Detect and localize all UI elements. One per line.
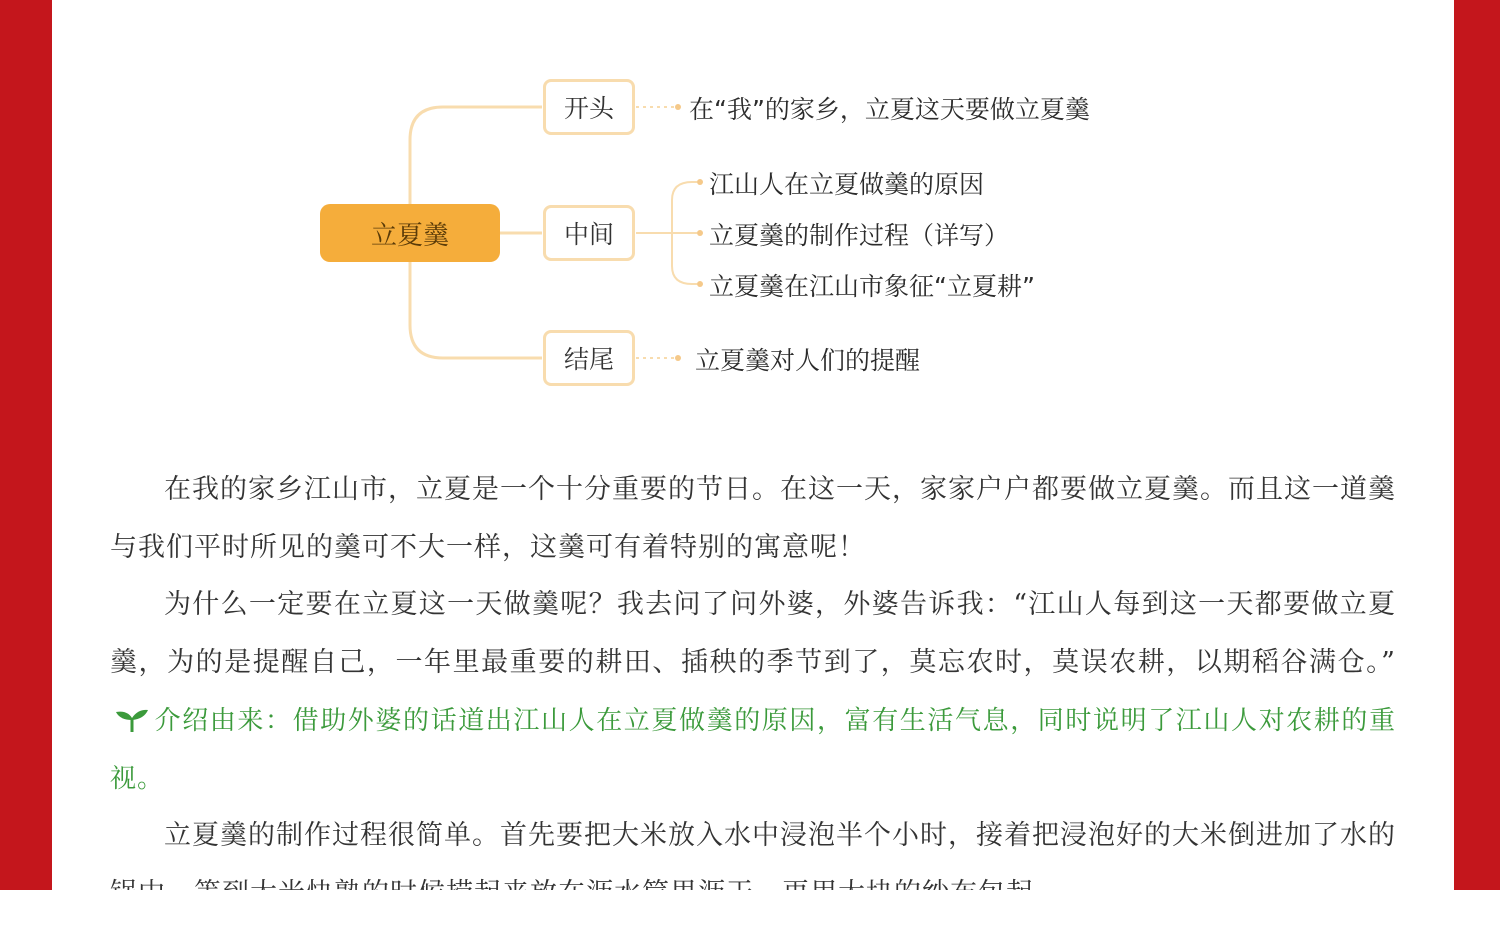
connector-root-end bbox=[410, 262, 542, 358]
leaf-dot bbox=[675, 104, 681, 110]
branch-start: 开头 bbox=[543, 79, 635, 135]
leaf-middle-3: 立夏羹在江山市象征“立夏耕” bbox=[709, 272, 1035, 301]
paragraph-3: 立夏羹的制作过程很简单。首先要把大米放入水中浸泡半个小时，接着把浸泡好的大米倒进加了水的 bbox=[164, 820, 1396, 851]
paragraph-2 bbox=[110, 576, 1396, 808]
leaf-start: 在“我”的家乡，立夏这天要做立夏羹 bbox=[689, 95, 1090, 124]
paragraph-2-text: 为什么一定要在立夏这一天做羹呢？我去问了问外婆，外婆告诉我：“江山人每到这一天都要做立夏羹，为的是提醒自己，一年里最重要的耕田、插秧的季节到了，莫忘农时，莫误农耕，以期稻谷满仓。” bbox=[110, 589, 1396, 678]
leaf-end: 立夏羹对人们的提醒 bbox=[695, 346, 921, 375]
branch-end: 结尾 bbox=[543, 330, 635, 386]
branch-middle: 中间 bbox=[543, 205, 635, 261]
leaf-dot bbox=[697, 179, 703, 185]
leaf-dot bbox=[675, 355, 681, 361]
leaf-middle-1: 江山人在立夏做羹的原因 bbox=[709, 170, 985, 199]
annotation-text: 借助外婆的话道出江山人在立夏做羹的原因，富有生活气息，同时说明了江山人对农耕的重视。 bbox=[110, 706, 1396, 794]
mind-map-root: 立夏羹 bbox=[320, 204, 500, 262]
document-page bbox=[52, 0, 1454, 890]
page-border-right bbox=[1454, 0, 1500, 890]
page-bottom-margin bbox=[0, 890, 1500, 951]
page-border-left bbox=[0, 0, 52, 890]
leaf-dot bbox=[697, 281, 703, 287]
leaf-middle-2: 立夏羹的制作过程（详写） bbox=[709, 221, 1010, 250]
leaf-dot bbox=[697, 230, 703, 236]
mind-map bbox=[52, 0, 1454, 420]
sprout-icon bbox=[114, 707, 150, 733]
annotation-label: 介绍由来： bbox=[154, 706, 293, 736]
paragraph-1: 在我的家乡江山市，立夏是一个十分重要的节日。在这一天，家家户户都要做立夏羹。而且这一道羹与我们平时所见的羹可不大一样，这羹可有着特别的寓意呢！ bbox=[110, 474, 1396, 563]
connector-root-start bbox=[410, 107, 542, 204]
